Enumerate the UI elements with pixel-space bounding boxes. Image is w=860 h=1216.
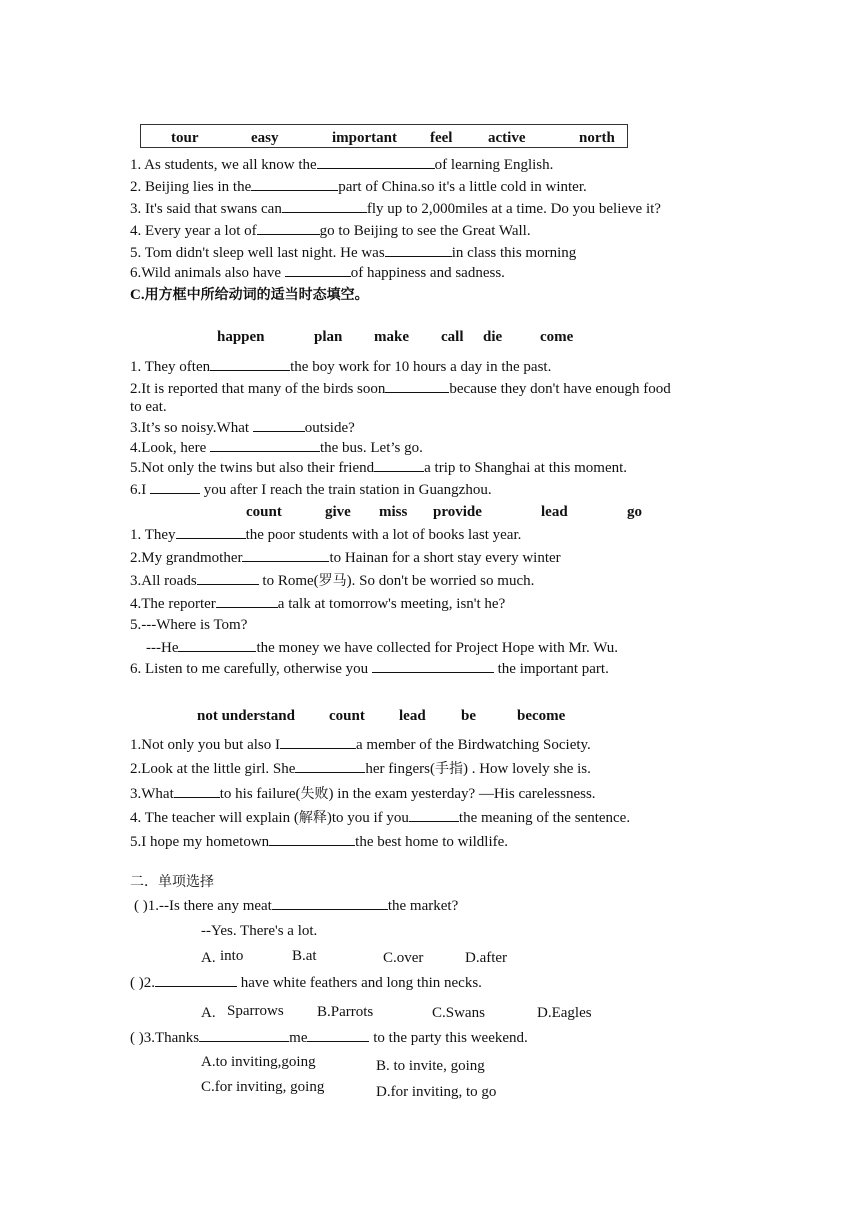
answer-blank [285, 263, 351, 277]
section-title: C.用方框中所给动词的适当时态填空。 [130, 287, 369, 303]
question-line: 1. They the poor students with a lot of books last year. [130, 527, 522, 543]
word-box-item: easy [251, 130, 279, 146]
answer-blank [385, 379, 449, 393]
answer-blank [282, 199, 367, 213]
answer-blank [197, 571, 259, 585]
option: D.for inviting, to go [376, 1084, 497, 1100]
answer-blank [307, 1028, 369, 1042]
answer-blank [155, 973, 237, 987]
question-line: 1. As students, we all know the of learning English. [130, 157, 554, 173]
question-line: 3. It's said that swans can fly up to 2,000miles at a time. Do you believe it? [130, 201, 661, 217]
answer-blank [272, 896, 388, 910]
answer-blank [385, 243, 452, 257]
answer-blank [242, 548, 329, 562]
option: A.to inviting,going [201, 1054, 316, 1070]
answer-blank [317, 155, 435, 169]
option: B. to invite, going [376, 1058, 485, 1074]
option-label: A. [201, 1005, 216, 1021]
verb-bank-item: become [517, 708, 566, 724]
option-text: Sparrows [227, 1003, 284, 1019]
option: C.for inviting, going [201, 1079, 325, 1095]
answer-blank [280, 735, 356, 749]
option: B.at [292, 948, 317, 964]
question-line: 5.Not only the twins but also their friend a trip to Shanghai at this moment. [130, 460, 628, 476]
mc-question: ( )3.Thanks me to the party this weekend. [130, 1030, 528, 1046]
word-box-item: feel [430, 130, 453, 146]
word-box-b [140, 124, 628, 148]
option: D.after [465, 950, 508, 966]
verb-bank-item: plan [314, 329, 343, 345]
answer-blank [295, 759, 365, 773]
verb-bank-item: die [483, 329, 503, 345]
section-title: 二．单项选择 [130, 874, 214, 890]
answer-blank [372, 659, 494, 673]
question-line: 2.My grandmother to Hainan for a short stay every winter [130, 550, 561, 566]
question-line: 4.Look, here the bus. Let’s go. [130, 440, 423, 456]
verb-bank-item: give [325, 504, 351, 520]
question-line: 6.I you after I reach the train station in Guangzhou. [130, 482, 492, 498]
verb-bank-item: provide [433, 504, 482, 520]
question-line: 1. They often the boy work for 10 hours a day in the past. [130, 359, 552, 375]
question-line: 5.I hope my hometown the best home to wildlife. [130, 834, 509, 850]
word-box-item: tour [171, 130, 199, 146]
question-line: 4. The teacher will explain (解释)to you if you the meaning of the sentence. [130, 810, 631, 826]
question-line: 6. Listen to me carefully, otherwise you the important part. [130, 661, 609, 677]
answer-blank [409, 808, 459, 822]
mc-question: ( )1.--Is there any meat the market? [134, 898, 459, 914]
option: D.Eagles [537, 1005, 592, 1021]
verb-bank-item: make [374, 329, 409, 345]
verb-bank-item: happen [217, 329, 265, 345]
verb-bank-item: not understand [197, 708, 295, 724]
option-text: into [220, 948, 244, 964]
question-line: 6.Wild animals also have of happiness and sadness. [130, 265, 505, 281]
question-line: 2. Beijing lies in the part of China.so it's a little cold in winter. [130, 179, 587, 195]
question-line: 4.The reporter a talk at tomorrow's meeting, isn't he? [130, 596, 506, 612]
question-line: 2.Look at the little girl. She her fingers(手指) . How lovely she is. [130, 761, 591, 777]
option: C.over [383, 950, 424, 966]
answer-blank [176, 525, 246, 539]
word-box-item: north [579, 130, 615, 146]
option-label: A. [201, 950, 216, 966]
answer-blank [251, 177, 338, 191]
answer-blank [374, 458, 424, 472]
verb-bank-item: miss [379, 504, 408, 520]
question-line: 2.It is reported that many of the birds soon because they don't have enough food [130, 381, 671, 397]
verb-bank-item: count [329, 708, 365, 724]
question-line-continued: to eat. [130, 399, 167, 415]
question-line-continued: ---He the money we have collected for Project Hope with Mr. Wu. [146, 640, 619, 656]
verb-bank-item: call [441, 329, 464, 345]
answer-blank [178, 638, 256, 652]
question-line: 4. Every year a lot of go to Beijing to see the Great Wall. [130, 223, 531, 239]
question-line: 1.Not only you but also I a member of the Birdwatching Society. [130, 737, 591, 753]
answer-blank [216, 594, 278, 608]
question-line: 3.All roads to Rome(罗马). So don't be worried so much. [130, 573, 535, 589]
option: B.Parrots [317, 1004, 374, 1020]
verb-bank-item: lead [541, 504, 568, 520]
answer-blank [257, 221, 320, 235]
question-line: 3.It’s so noisy.What outside? [130, 420, 355, 436]
answer-blank [210, 357, 290, 371]
answer-blank [174, 784, 220, 798]
answer-blank [210, 438, 320, 452]
question-line: 5.---Where is Tom? [130, 617, 248, 633]
verb-bank-item: go [627, 504, 642, 520]
answer-blank [253, 418, 305, 432]
question-line: 3.What to his failure(失败) in the exam yesterday? —His carelessness. [130, 786, 596, 802]
mc-question: ( )2. have white feathers and long thin necks. [130, 975, 482, 991]
option: C.Swans [432, 1005, 485, 1021]
mc-reply: --Yes. There's a lot. [201, 923, 318, 939]
verb-bank-item: be [461, 708, 476, 724]
verb-bank-item: lead [399, 708, 426, 724]
word-box-item: important [332, 130, 397, 146]
word-box-item: active [488, 130, 526, 146]
answer-blank [199, 1028, 289, 1042]
verb-bank-item: come [540, 329, 574, 345]
answer-blank [269, 832, 355, 846]
verb-bank-item: count [246, 504, 282, 520]
answer-blank [150, 480, 200, 494]
question-line: 5. Tom didn't sleep well last night. He was in class this morning [130, 245, 577, 261]
